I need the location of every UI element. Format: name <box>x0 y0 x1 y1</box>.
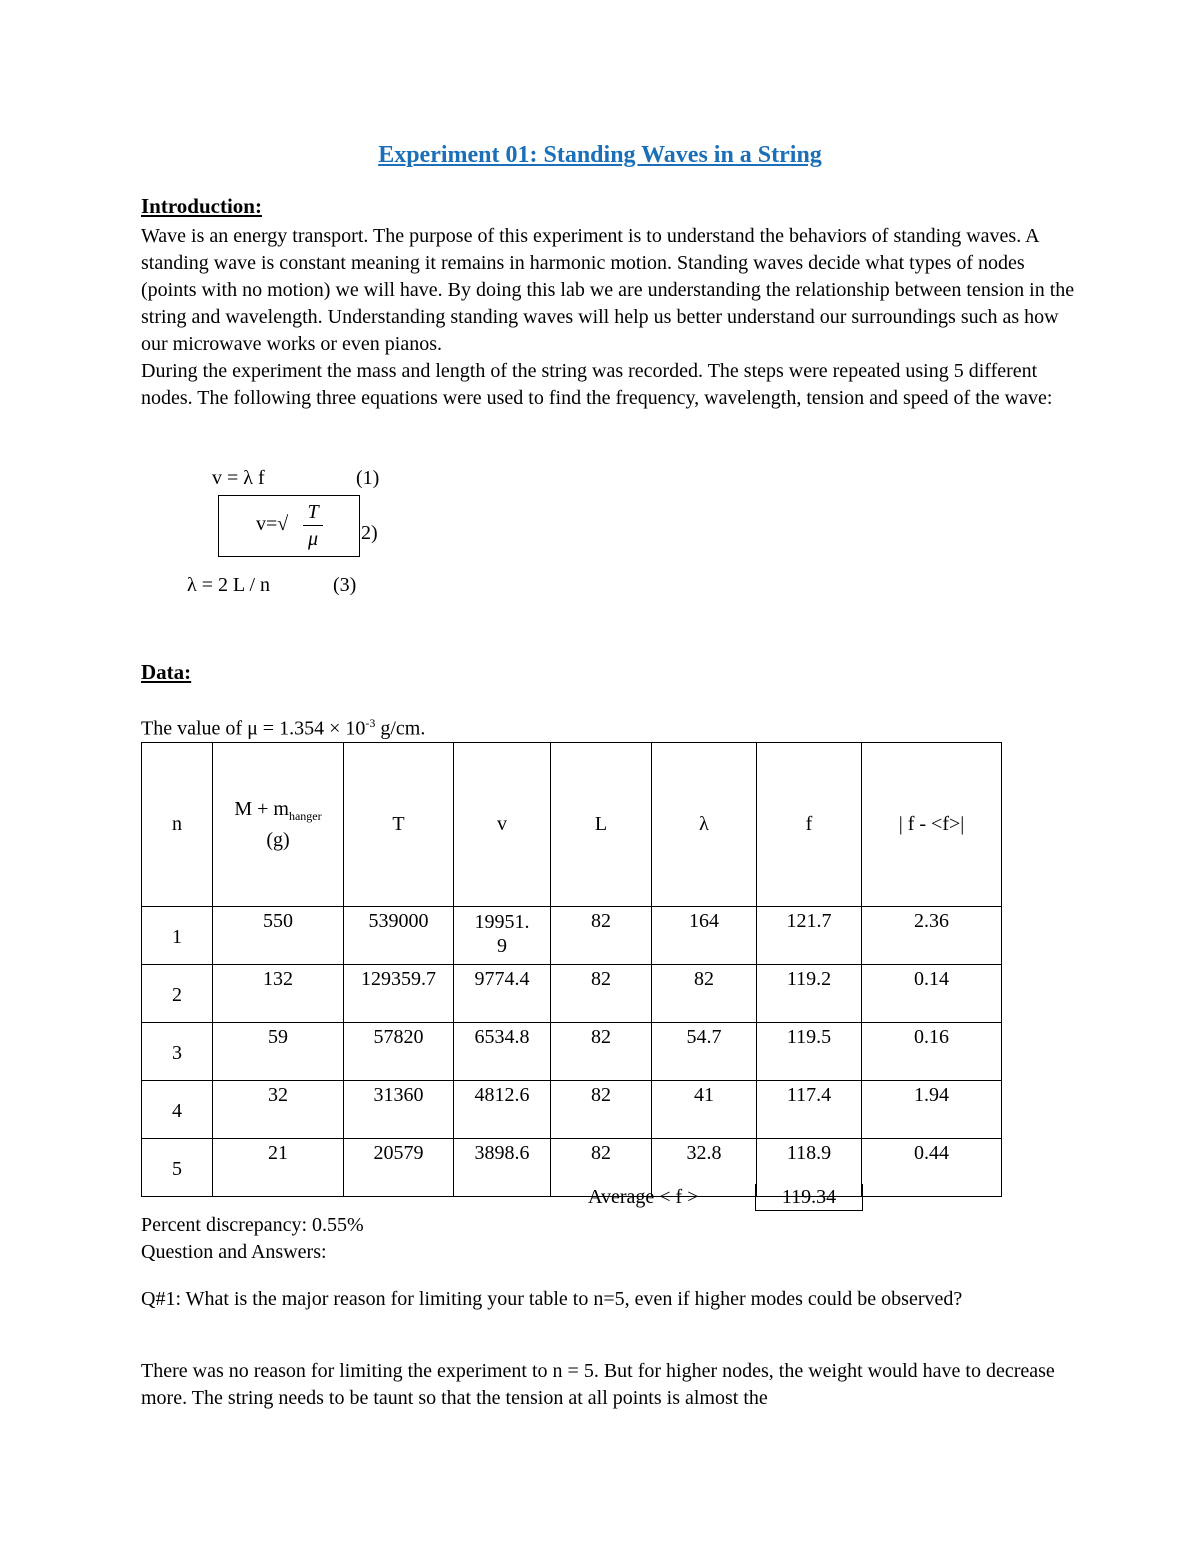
cell-tension: 539000 <box>344 907 454 965</box>
cell-length: 82 <box>551 1139 652 1197</box>
equation-1-number: (1) <box>356 467 380 489</box>
header-n: n <box>142 743 213 907</box>
question-1: Q#1: What is the major reason for limiting your table to n=5, even if higher modes could be observed? <box>141 1288 963 1310</box>
cell-wavelength: 164 <box>652 907 757 965</box>
cell-wavelength: 54.7 <box>652 1023 757 1081</box>
cell-tension: 57820 <box>344 1023 454 1081</box>
header-length: L <box>551 743 652 907</box>
average-value: 119.34 <box>755 1184 863 1211</box>
cell-velocity: 4812.6 <box>454 1081 551 1139</box>
cell-n: 3 <box>142 1023 213 1081</box>
header-mass-sub: hanger <box>288 809 322 823</box>
intro-paragraph-2: During the experiment the mass and length of the string was recorded. The steps were repeated using 5 different nodes. The following three equations were used to find the frequency, wavelength, tension and speed of the wave: <box>141 360 1053 409</box>
fraction-denominator: μ <box>307 528 319 550</box>
cell-mass: 21 <box>213 1139 344 1197</box>
header-deviation: | f - <f>| <box>862 743 1002 907</box>
cell-deviation: 0.14 <box>862 965 1002 1023</box>
answer-1: There was no reason for limiting the experiment to n = 5. But for higher nodes, the weight would have to decrease more. The string needs to be taunt so that the tension at all points is almost the <box>141 1360 1055 1409</box>
cell-n: 2 <box>142 965 213 1023</box>
cell-velocity: 9774.4 <box>454 965 551 1023</box>
cell-deviation: 0.44 <box>862 1139 1002 1197</box>
cell-mass: 32 <box>213 1081 344 1139</box>
header-mass <box>213 743 344 907</box>
qa-heading: Question and Answers: <box>141 1241 327 1263</box>
cell-length: 82 <box>551 907 652 965</box>
header-velocity: v <box>454 743 551 907</box>
cell-frequency: 117.4 <box>757 1081 862 1139</box>
equation-2-fraction <box>302 499 324 552</box>
mu-exponent: -3 <box>365 716 376 730</box>
cell-frequency: 119.5 <box>757 1023 862 1081</box>
equation-1: v = λ f <box>212 467 265 489</box>
table-header-row <box>142 743 1002 907</box>
cell-mass: 59 <box>213 1023 344 1081</box>
cell-tension: 20579 <box>344 1139 454 1197</box>
cell-mass: 550 <box>213 907 344 965</box>
cell-velocity: 6534.8 <box>454 1023 551 1081</box>
table-row <box>142 907 1002 965</box>
cell-length: 82 <box>551 1081 652 1139</box>
header-wavelength: λ <box>652 743 757 907</box>
introduction-heading: Introduction: <box>141 194 262 218</box>
equation-3-number: (3) <box>333 574 357 596</box>
cell-frequency: 121.7 <box>757 907 862 965</box>
cell-mass: 132 <box>213 965 344 1023</box>
cell-n: 5 <box>142 1139 213 1197</box>
data-table <box>141 742 1002 1197</box>
header-mass-unit: (g) <box>266 829 290 851</box>
fraction-numerator: T <box>307 501 319 523</box>
cell-deviation: 0.16 <box>862 1023 1002 1081</box>
cell-frequency: 119.2 <box>757 965 862 1023</box>
cell-wavelength: 32.8 <box>652 1139 757 1197</box>
average-label: Average < f > <box>588 1186 699 1208</box>
table-row <box>142 1139 1002 1197</box>
cell-wavelength: 41 <box>652 1081 757 1139</box>
mu-unit: g/cm. <box>375 717 426 740</box>
header-tension: T <box>344 743 454 907</box>
header-mass-main: M + m <box>234 798 289 820</box>
cell-tension: 129359.7 <box>344 965 454 1023</box>
mu-value-text: The value of μ = 1.354 × 10 <box>141 717 366 740</box>
table-row <box>142 1081 1002 1139</box>
cell-length: 82 <box>551 965 652 1023</box>
cell-wavelength: 82 <box>652 965 757 1023</box>
table-row <box>142 965 1002 1023</box>
equation-2-box <box>218 495 360 557</box>
cell-length: 82 <box>551 1023 652 1081</box>
cell-frequency: 118.9 <box>757 1139 862 1197</box>
cell-velocity: 19951. 9 <box>454 907 551 965</box>
equation-2-lhs: v=√ <box>256 513 289 535</box>
percent-discrepancy: Percent discrepancy: 0.55% <box>141 1214 364 1236</box>
header-frequency: f <box>757 743 862 907</box>
cell-deviation: 1.94 <box>862 1081 1002 1139</box>
introduction-text <box>141 223 1076 412</box>
table-row <box>142 1023 1002 1081</box>
mu-value-line <box>141 716 425 741</box>
cell-n: 1 <box>142 907 213 965</box>
document-title: Experiment 01: Standing Waves in a String <box>378 142 822 168</box>
equation-3: λ = 2 L / n <box>187 574 271 596</box>
cell-n: 4 <box>142 1081 213 1139</box>
equation-2-number: 2) <box>361 522 378 544</box>
cell-velocity: 3898.6 <box>454 1139 551 1197</box>
cell-deviation: 2.36 <box>862 907 1002 965</box>
data-heading: Data: <box>141 660 192 684</box>
intro-paragraph-1: Wave is an energy transport. The purpose of this experiment is to understand the behaviors of standing waves. A standing wave is constant meaning it remains in harmonic motion. Standing waves decide what types of nodes (points with no motion) we will have. By doing this lab we are understanding the relationship between tension in the string and wavelength. Understanding standing waves will help us better understand our surroundings such as how our microwave works or even pianos. <box>141 225 1075 355</box>
cell-tension: 31360 <box>344 1081 454 1139</box>
